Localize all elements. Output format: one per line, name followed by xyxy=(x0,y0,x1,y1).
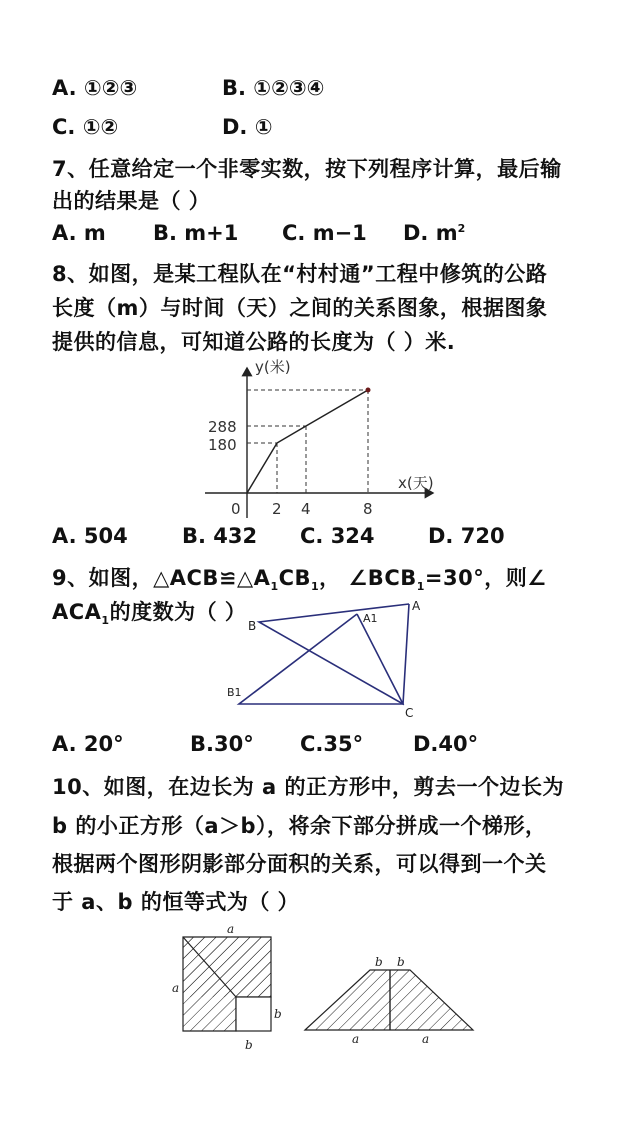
sq-label-left-a: a xyxy=(172,981,180,995)
q8-stem-line3: 提供的信息，可知道公路的长度为（ ）米. xyxy=(52,330,456,354)
label-C: C xyxy=(405,706,414,720)
q9-triangle-figure xyxy=(225,596,425,720)
q10-stem-line1: 10、如图，在边长为 a 的正方形中，剪去一个边长为 xyxy=(52,775,565,799)
q7-option-c: C. m−1 xyxy=(282,221,367,245)
sq-label-top-a: a xyxy=(227,922,235,936)
q6-option-b: B. ①②③④ xyxy=(222,76,325,100)
y-axis-label: y(米) xyxy=(255,358,291,376)
q9-option-c: C.35° xyxy=(300,732,364,756)
y-tick-180: 180 xyxy=(208,436,237,454)
q7-option-d: D. $m^2$ xyxy=(403,221,466,245)
triangle-lines xyxy=(239,604,409,704)
road-length-line xyxy=(247,390,368,493)
tz-label-top-b2: b xyxy=(397,955,405,969)
q9-option-b: B.30° xyxy=(190,732,254,756)
end-point xyxy=(366,388,371,393)
q6-option-c: C. ①② xyxy=(52,115,119,139)
origin-label: 0 xyxy=(231,500,241,518)
q8-option-d: D. 720 xyxy=(428,524,505,548)
q9-stem-line1: 9、如图，$\triangle ACB≌\triangle A_1CB_1$， $\angle BCB_1=30^\circ$，则∠ xyxy=(52,566,547,594)
label-A: A xyxy=(412,599,421,613)
small-square-cut xyxy=(236,997,271,1031)
q7-option-b: B. m+1 xyxy=(153,221,239,245)
q9-option-a: A. 20° xyxy=(52,732,124,756)
q7-option-a: A. m xyxy=(52,221,106,245)
q8-road-graph xyxy=(195,358,445,523)
q10-stem-line3: 根据两个图形阴影部分面积的关系，可以得到一个关 xyxy=(52,852,547,876)
tz-label-bottom-a1: a xyxy=(352,1032,360,1046)
x-tick-8: 8 xyxy=(363,500,373,518)
x-axis-label: x(天) xyxy=(398,474,434,492)
q10-stem-line4: 于 a、b 的恒等式为（ ） xyxy=(52,890,300,914)
q8-option-a: A. 504 xyxy=(52,524,128,548)
trapezoid-shaded xyxy=(305,970,473,1030)
q7-stem-line2: 出的结果是（ ） xyxy=(52,189,211,213)
sq-label-right-b: b xyxy=(274,1007,282,1021)
q6-option-d: D. ① xyxy=(222,115,273,139)
guide-lines xyxy=(247,390,368,493)
x-tick-4: 4 xyxy=(301,500,311,518)
x-tick-2: 2 xyxy=(272,500,282,518)
q8-option-c: C. 324 xyxy=(300,524,375,548)
q8-option-b: B. 432 xyxy=(182,524,258,548)
label-B1: B1 xyxy=(227,686,242,699)
label-B: B xyxy=(248,619,257,633)
tz-label-top-b1: b xyxy=(375,955,383,969)
q8-stem-line2: 长度（m）与时间（天）之间的关系图象，根据图象 xyxy=(52,296,548,320)
q8-stem-line1: 8、如图，是某工程队在“村村通”工程中修筑的公路 xyxy=(52,262,548,286)
q10-stem-line2: b 的小正方形（a＞b），将余下部分拼成一个梯形， xyxy=(52,814,547,838)
label-A1: A1 xyxy=(363,612,378,625)
q6-option-a: A. ①②③ xyxy=(52,76,138,100)
q9-stem-line2: $ACA_1$的度数为（ ） xyxy=(52,600,247,628)
q10-square-trapezoid-figure xyxy=(165,920,485,1055)
y-tick-288: 288 xyxy=(208,418,237,436)
sq-label-bottom-b: b xyxy=(245,1038,253,1052)
q9-option-d: D.40° xyxy=(413,732,479,756)
q7-stem-line1: 7、任意给定一个非零实数，按下列程序计算，最后输 xyxy=(52,157,562,181)
tz-label-bottom-a2: a xyxy=(422,1032,430,1046)
